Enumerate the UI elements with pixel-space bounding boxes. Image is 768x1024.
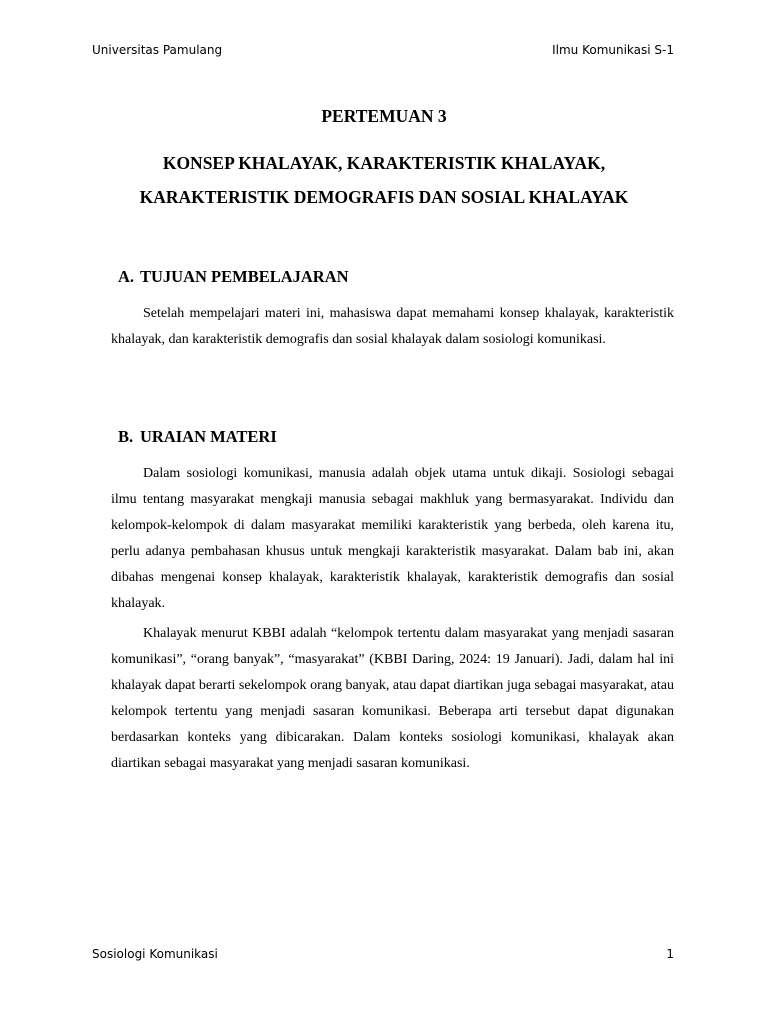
paragraph-objectives: Setelah mempelajari materi ini, mahasiswa dapat memahami konsep khalayak, karakteristik khalayak, dan karakteristik demografis dan sosial khalayak dalam sosiologi komunikasi.: [111, 306, 674, 347]
section-heading-b: [118, 426, 277, 448]
document-title: [0, 146, 768, 214]
page-number: 1: [666, 947, 674, 961]
section-label: A.: [118, 267, 135, 286]
page-header: [92, 42, 674, 58]
header-university: Universitas Pamulang: [92, 43, 223, 57]
paragraph-material-2: Khalayak menurut KBBI adalah “kelompok tertentu dalam masyarakat yang menjadi sasaran komunikasi”, “orang banyak”, “masyarakat” (KBBI Daring, 2024: 19 Januari). Jadi, dalam hal ini khalayak dapat berarti sekelompok orang banyak, atau dapat diartikan juga sebagai masyarakat, atau kelompok tertentu yang menjadi sasaran komunikasi. Beberapa arti tersebut dapat digunakan berdasarkan konteks yang dibicarakan. Dalam konteks sosiologi komunikasi, khalayak akan diartikan sebagai masyarakat yang menjadi sasaran komunikasi.: [111, 626, 674, 771]
section-title: URAIAN MATERI: [140, 427, 277, 446]
section-heading-a: [118, 266, 349, 288]
section-title: TUJUAN PEMBELAJARAN: [140, 267, 349, 286]
title-line-2: KARAKTERISTIK DEMOGRAFIS DAN SOSIAL KHALAYAK: [139, 187, 629, 207]
paragraph-material-1: Dalam sosiologi komunikasi, manusia adalah objek utama untuk dikaji. Sosiologi sebagai ilmu tentang masyarakat mengkaji manusia sebagai makhluk yang bermasyarakat. Individu dan kelompok-kelompok di dalam masyarakat memiliki karakteristik yang berbeda, oleh karena itu, perlu adanya pembahasan khusus untuk mengkaji karakteristik masyarakat. Dalam bab ini, akan dibahas mengenai konsep khalayak, karakteristik khalayak, karakteristik demografis dan sosial khalayak.: [111, 466, 674, 611]
meeting-title: PERTEMUAN 3: [321, 106, 447, 126]
page-footer: [92, 946, 674, 962]
title-line-1: KONSEP KHALAYAK, KARAKTERISTIK KHALAYAK,: [162, 153, 606, 173]
footer-course: Sosiologi Komunikasi: [92, 947, 218, 961]
header-program: Ilmu Komunikasi S-1: [552, 43, 674, 57]
section-label: B.: [118, 427, 134, 446]
